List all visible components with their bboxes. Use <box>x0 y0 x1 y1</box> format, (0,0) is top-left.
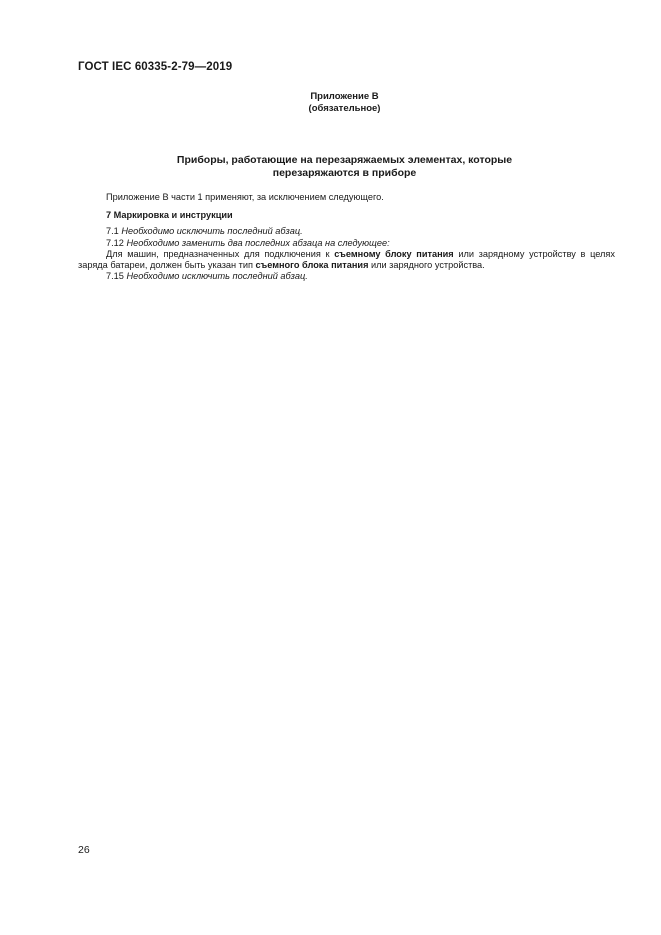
replacement-text-2: или зарядному устройству в целях заряда батареи, должен быть указан тип <box>78 248 615 271</box>
replacement-paragraph <box>78 249 615 271</box>
annex-label: Приложение В <box>310 91 379 102</box>
annex-title-line-1: Приборы, работающие на перезаряжаемых элементах, которые <box>176 154 513 166</box>
annex-status: (обязательное) <box>308 103 381 114</box>
page-number: 26 <box>78 844 90 856</box>
clause-7-12-text: Необходимо заменить два последних абзаца на следующее: <box>126 237 390 248</box>
clause-7-15-number: 7.15 <box>106 271 124 282</box>
annex-title <box>0 154 661 180</box>
replacement-text-3: или зарядного устройства. <box>371 260 485 271</box>
intro-paragraph: Приложение В части 1 применяют, за исключением следующего. <box>106 192 384 202</box>
clause-7-15 <box>78 271 615 282</box>
clause-7-1 <box>78 226 615 237</box>
clause-7-1-text: Необходимо исключить последний абзац. <box>121 226 303 237</box>
replacement-text-1: Для машин, предназначенных для подключения к <box>106 248 330 259</box>
clause-7-1-number: 7.1 <box>106 226 119 237</box>
document-header-standard-id: ГОСТ IEC 60335-2-79—2019 <box>78 61 233 73</box>
clause-7-12 <box>78 238 615 249</box>
document-body <box>78 192 615 282</box>
annex-label-block <box>0 91 661 115</box>
annex-title-line-2: перезаряжаются в приборе <box>272 167 417 179</box>
replacement-bold-2: съемного блока питания <box>255 260 369 271</box>
section-heading: 7 Маркировка и инструкции <box>106 210 233 221</box>
replacement-bold-1: съемному блоку питания <box>334 248 454 259</box>
clause-7-12-number: 7.12 <box>106 237 124 248</box>
clause-7-15-text: Необходимо исключить последний абзац. <box>126 271 308 282</box>
